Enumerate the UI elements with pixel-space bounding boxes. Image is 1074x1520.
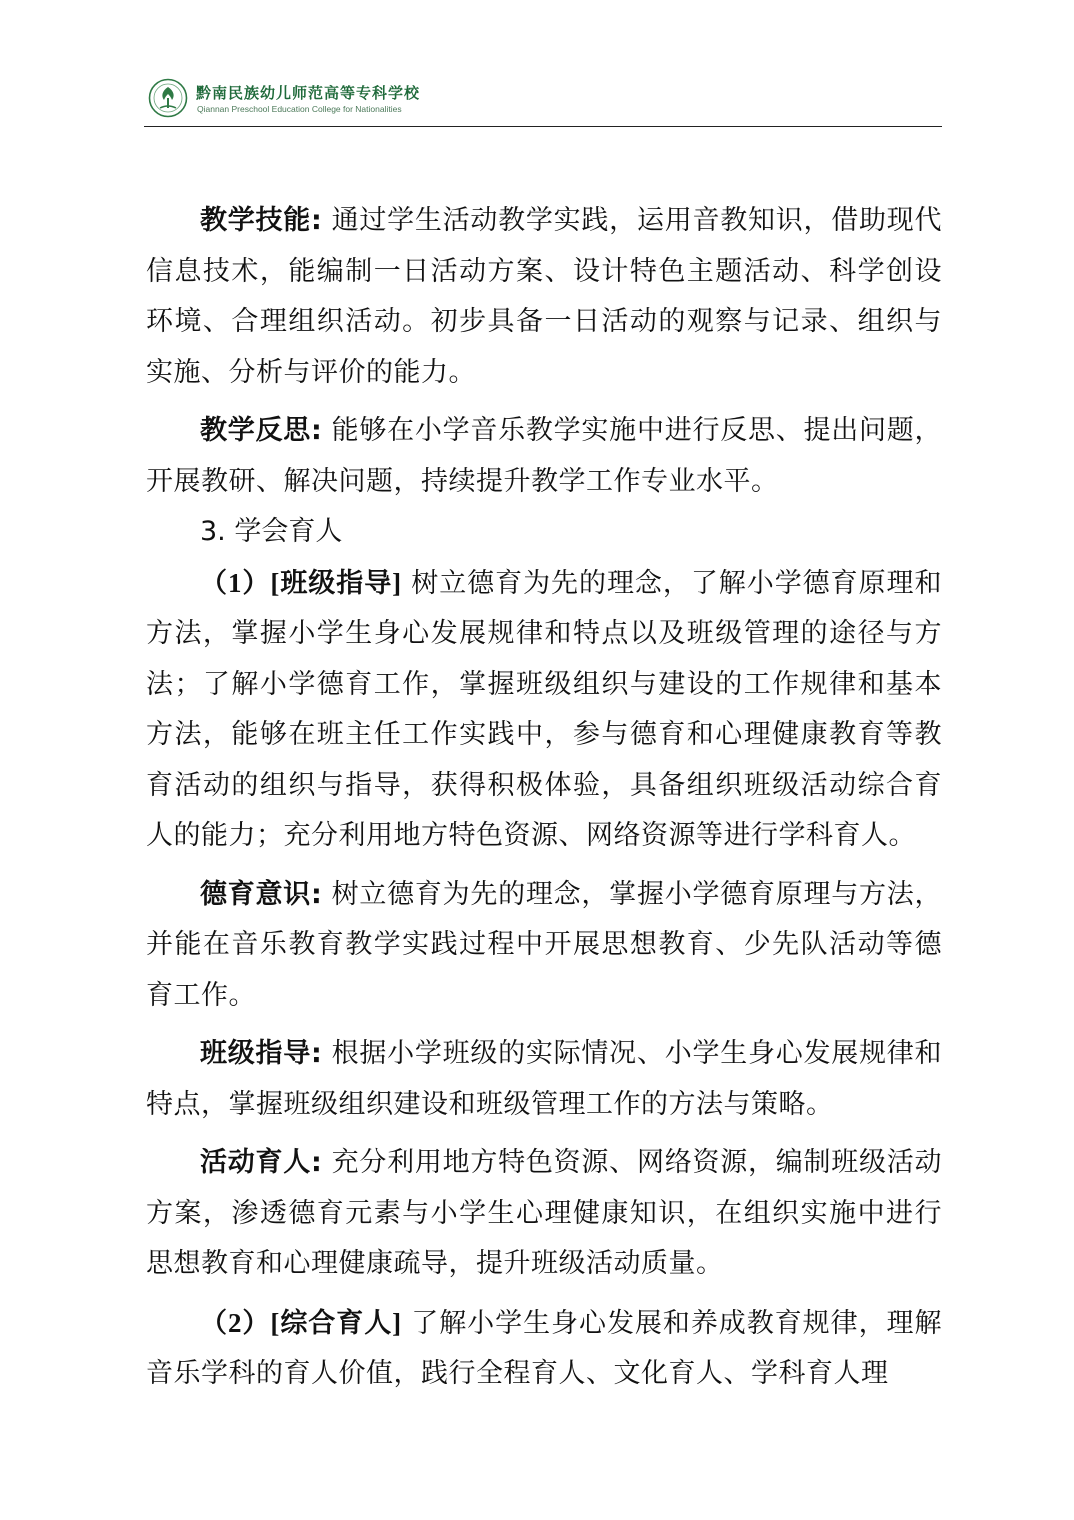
school-logo-icon [148, 78, 188, 118]
paragraph-text: 能够在小学音乐教学实施中进行反思、提出问题，开展教研、解决问题，持续提升教学工作专业水平。 [146, 415, 942, 497]
paragraph-label: [班级指导] [270, 567, 402, 598]
paragraph-teaching-reflection [146, 406, 942, 507]
paragraph-label: 教学反思: [200, 415, 323, 446]
school-name-english: Qiannan Preschool Education College for Nationalities [197, 104, 402, 114]
paragraph-teaching-skills [146, 196, 942, 398]
paragraph-label: 班级指导: [200, 1038, 323, 1069]
paragraph-label: 活动育人: [200, 1147, 323, 1178]
paragraph-text: 了解小学生身心发展和养成教育规律，理解音乐学科的育人价值，践行全程育人、文化育人、学科育人理 [146, 1307, 943, 1389]
paragraph-label: 德育意识: [200, 878, 323, 910]
paragraph-class-guidance-detail [146, 1029, 942, 1130]
paragraph-label: [综合育人] [270, 1307, 402, 1338]
paragraph-text: 树立德育为先的理念，了解小学德育原理和方法，掌握小学生身心发展规律和特点以及班级管理的途径与方法；了解小学德育工作，掌握班级组织与建设的工作规律和基本方法，能够在班主任工作实践中，参与德育和心理健康教育等教育活动的组织与指导，获得积极体验，具备组织班级活动综合育人的能力；充分利用地方特色资源、网络资源等进行学科育人。 [146, 567, 943, 851]
page-header [144, 66, 942, 128]
paragraph-text: 充分利用地方特色资源、网络资源，编制班级活动方案，渗透德育元素与小学生心理健康知识，在组织实施中进行思想教育和心理健康疏导，提升班级活动质量。 [146, 1147, 942, 1279]
section-heading: 3. 学会育人 [200, 516, 343, 547]
paragraph-label: 教学技能: [200, 205, 323, 236]
paragraph-text: 通过学生活动教学实践，运用音教知识，借助现代信息技术，能编制一日活动方案、设计特色主题活动、科学创设环境、合理组织活动。初步具备一日活动的观察与记录、组织与实施、分析与评价的能力。 [146, 205, 942, 388]
header-divider [144, 126, 942, 127]
paragraph-activity-education [146, 1138, 942, 1290]
paragraph-class-guidance [146, 558, 942, 862]
item-number: （1） [200, 567, 271, 598]
school-name-chinese: 黔南民族幼儿师范高等专科学校 [196, 84, 421, 102]
document-body [146, 196, 942, 1400]
paragraph-moral-awareness [146, 870, 942, 1022]
item-number: （2） [200, 1307, 271, 1338]
paragraph-text: 根据小学班级的实际情况、小学生身心发展规律和特点，掌握班级组织建设和班级管理工作的方法与策略。 [146, 1038, 942, 1120]
paragraph-comprehensive-education [146, 1298, 942, 1400]
paragraph-text: 树立德育为先的理念，掌握小学德育原理与方法，并能在音乐教育教学实践过程中开展思想教育、少先队活动等德育工作。 [146, 878, 942, 1011]
